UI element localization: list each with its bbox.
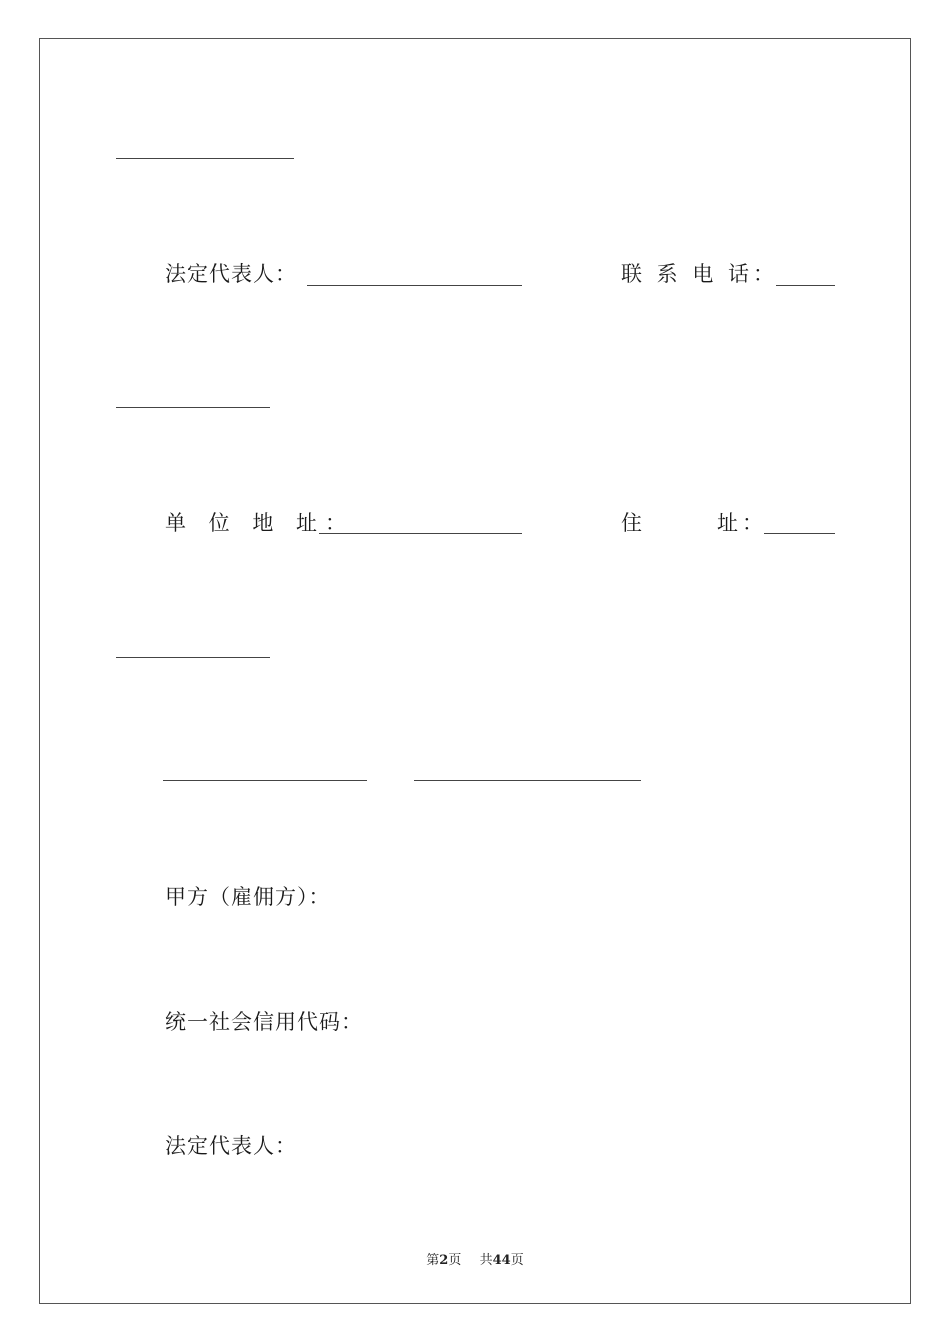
total-prefix: 共 xyxy=(479,1253,493,1268)
page-prefix: 第 xyxy=(426,1253,440,1268)
party-a-label: 甲方（雇佣方）： xyxy=(165,885,331,909)
legal-rep-blank xyxy=(307,285,522,286)
blank-line xyxy=(116,158,294,159)
unit-address-label: 单 位 地 址： xyxy=(165,511,355,535)
page-number: 2 xyxy=(439,1253,449,1268)
unit-address-blank xyxy=(319,533,522,534)
page-suffix: 页 xyxy=(448,1253,462,1268)
phone-blank-continued xyxy=(116,407,270,408)
page-border xyxy=(39,38,911,1304)
legal-rep-label-2: 法定代表人： xyxy=(165,1134,297,1158)
total-suffix: 页 xyxy=(510,1253,524,1268)
residence-label-char2: 址： xyxy=(717,511,767,535)
signature-blank-right xyxy=(414,780,641,781)
residence-label-char1: 住 xyxy=(621,511,643,535)
credit-code-label: 统一社会信用代码： xyxy=(165,1010,363,1034)
phone-blank xyxy=(776,285,835,286)
residence-blank xyxy=(764,533,835,534)
total-pages: 44 xyxy=(492,1253,511,1268)
phone-label: 联 系 电 话： xyxy=(621,262,779,286)
signature-blank-left xyxy=(163,780,367,781)
page-footer xyxy=(0,1249,950,1268)
legal-rep-label: 法定代表人： xyxy=(165,262,297,286)
residence-blank-continued xyxy=(116,657,270,658)
